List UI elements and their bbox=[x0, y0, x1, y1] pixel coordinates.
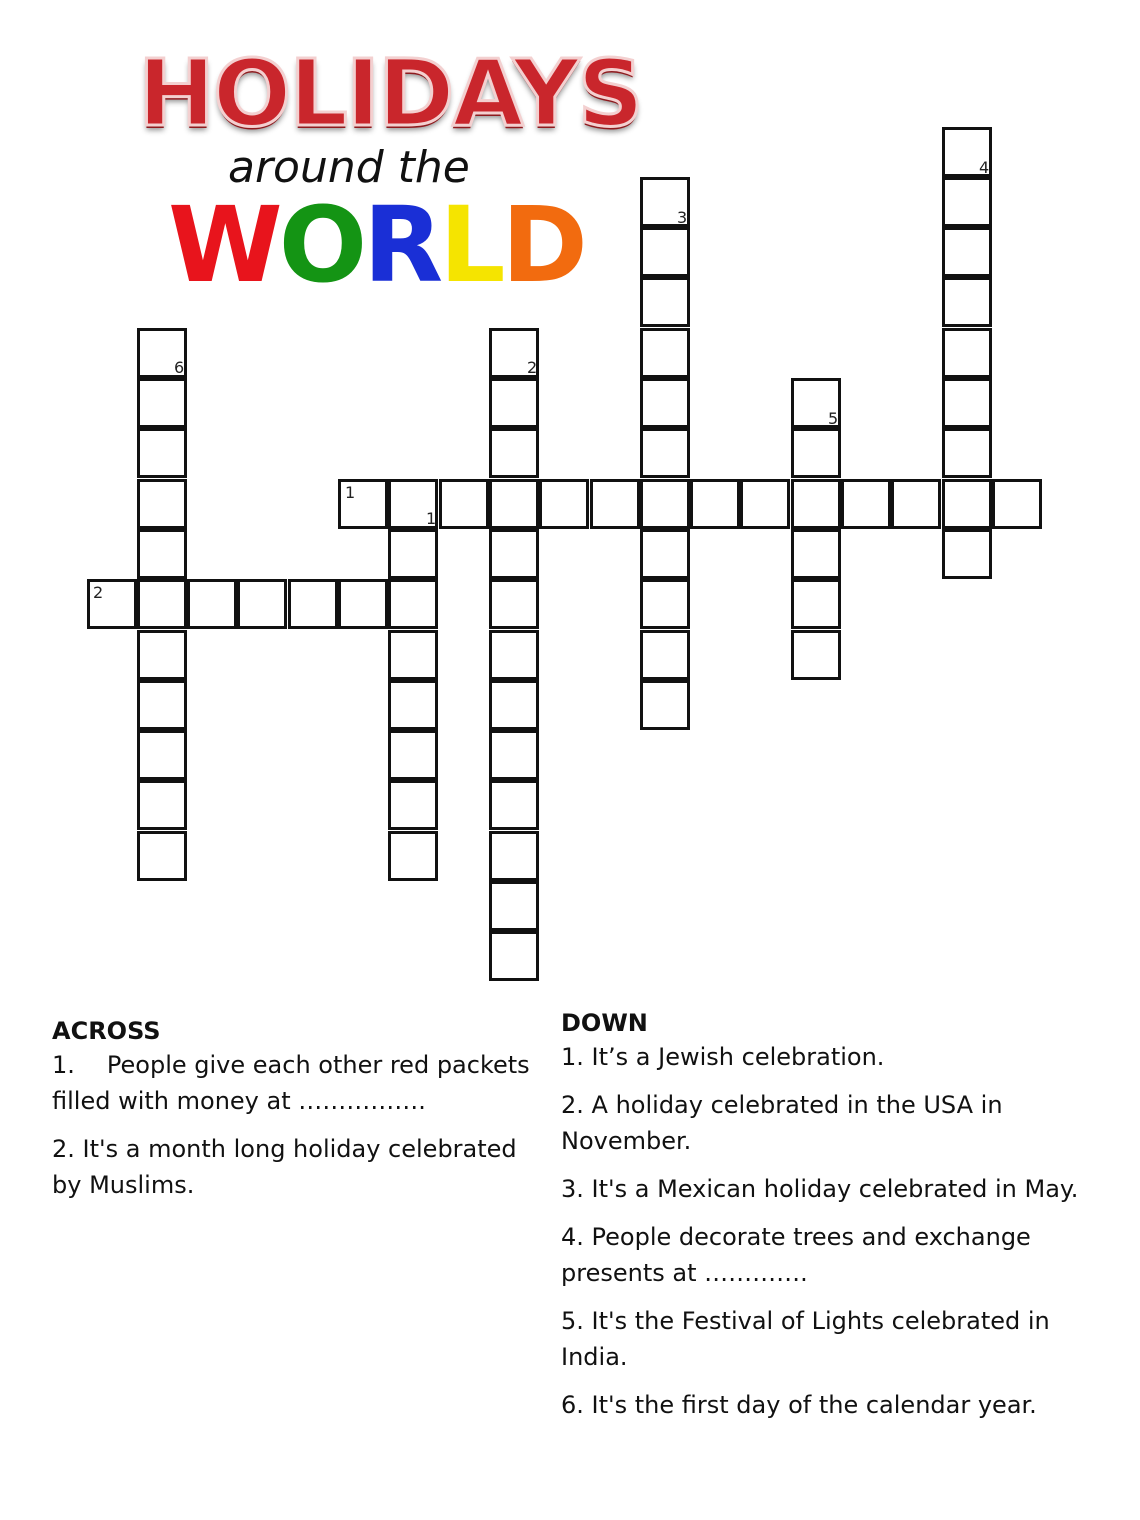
down-clue-2-number: 2. bbox=[561, 1091, 584, 1119]
grid-cell[interactable] bbox=[137, 831, 187, 881]
grid-cell[interactable] bbox=[489, 529, 539, 579]
across-clues bbox=[52, 1015, 542, 1215]
grid-cell[interactable] bbox=[137, 428, 187, 478]
grid-cell[interactable] bbox=[137, 780, 187, 830]
grid-cell[interactable] bbox=[439, 479, 489, 529]
down-clue-3-text: It's a Mexican holiday celebrated in May. bbox=[591, 1175, 1079, 1203]
title-world-letter-d: D bbox=[501, 184, 584, 306]
grid-cell[interactable] bbox=[489, 428, 539, 478]
grid-cell[interactable] bbox=[137, 630, 187, 680]
grid-cell[interactable] bbox=[942, 177, 992, 227]
grid-cell[interactable] bbox=[489, 680, 539, 730]
grid-cell[interactable] bbox=[388, 529, 438, 579]
clue-number-across-1: 1 bbox=[345, 483, 356, 502]
down-clue-2 bbox=[561, 1087, 1091, 1159]
grid-cell[interactable] bbox=[791, 579, 841, 629]
grid-cell[interactable] bbox=[640, 378, 690, 428]
grid-cell[interactable] bbox=[388, 630, 438, 680]
grid-cell[interactable] bbox=[288, 579, 338, 629]
down-clue-3 bbox=[561, 1171, 1091, 1207]
grid-cell[interactable] bbox=[137, 680, 187, 730]
down-clue-1 bbox=[561, 1039, 1091, 1075]
grid-cell[interactable] bbox=[388, 831, 438, 881]
grid-cell[interactable] bbox=[942, 428, 992, 478]
grid-cell[interactable] bbox=[942, 277, 992, 327]
down-clues bbox=[561, 1007, 1091, 1435]
clue-number-down-4: 4 bbox=[979, 158, 990, 177]
title-world-letter-w: W bbox=[168, 184, 279, 306]
grid-cell[interactable] bbox=[640, 680, 690, 730]
across-clue-2-number: 2. bbox=[52, 1135, 75, 1163]
clue-number-across-2: 2 bbox=[93, 583, 104, 602]
grid-cell[interactable] bbox=[187, 579, 237, 629]
grid-cell[interactable] bbox=[388, 579, 438, 629]
down-clue-6-text: It's the first day of the calendar year. bbox=[591, 1391, 1037, 1419]
grid-cell[interactable] bbox=[489, 479, 539, 529]
grid-cell[interactable] bbox=[791, 529, 841, 579]
grid-cell[interactable] bbox=[489, 730, 539, 780]
grid-cell[interactable] bbox=[992, 479, 1042, 529]
clue-number-down-5: 5 bbox=[828, 409, 839, 428]
grid-cell[interactable] bbox=[489, 931, 539, 981]
grid-cell[interactable] bbox=[137, 479, 187, 529]
grid-cell[interactable] bbox=[489, 831, 539, 881]
grid-cell[interactable] bbox=[640, 529, 690, 579]
grid-cell[interactable] bbox=[489, 630, 539, 680]
grid-cell[interactable] bbox=[891, 479, 941, 529]
down-clue-5-text: It's the Festival of Lights celebrated in India. bbox=[561, 1307, 1050, 1371]
down-clue-5-number: 5. bbox=[561, 1307, 584, 1335]
across-clue-1-text: People give each other red packets filled with money at ……………. bbox=[52, 1051, 530, 1115]
down-clue-1-number: 1. bbox=[561, 1043, 584, 1071]
grid-cell[interactable] bbox=[388, 680, 438, 730]
grid-cell[interactable] bbox=[137, 579, 187, 629]
down-clue-2-text: A holiday celebrated in the USA in November. bbox=[561, 1091, 1003, 1155]
grid-cell[interactable] bbox=[489, 780, 539, 830]
title-holidays: HOLIDAYS bbox=[138, 40, 642, 147]
grid-cell[interactable] bbox=[942, 479, 992, 529]
grid-cell[interactable] bbox=[489, 579, 539, 629]
title-world-letter-l: L bbox=[439, 184, 502, 306]
across-clue-1-number: 1. bbox=[52, 1051, 75, 1079]
grid-cell[interactable] bbox=[791, 428, 841, 478]
clue-number-down-2: 2 bbox=[527, 358, 538, 377]
grid-cell[interactable] bbox=[640, 277, 690, 327]
grid-cell[interactable] bbox=[237, 579, 287, 629]
grid-cell[interactable] bbox=[740, 479, 790, 529]
down-clue-4 bbox=[561, 1219, 1091, 1291]
across-clue-2-text: It's a month long holiday celebrated by Muslims. bbox=[52, 1135, 517, 1199]
across-clue-2 bbox=[52, 1131, 542, 1203]
grid-cell[interactable] bbox=[640, 579, 690, 629]
grid-cell[interactable] bbox=[137, 730, 187, 780]
across-clue-1 bbox=[52, 1047, 542, 1119]
grid-cell[interactable] bbox=[388, 780, 438, 830]
grid-cell[interactable] bbox=[791, 479, 841, 529]
title-around-the: around the bbox=[228, 142, 470, 193]
grid-cell[interactable] bbox=[640, 428, 690, 478]
clue-number-down-1: 1 bbox=[426, 509, 437, 528]
grid-cell[interactable] bbox=[942, 529, 992, 579]
down-clue-6-number: 6. bbox=[561, 1391, 584, 1419]
across-heading: ACROSS bbox=[52, 1017, 161, 1045]
grid-cell[interactable] bbox=[388, 730, 438, 780]
down-clue-5 bbox=[561, 1303, 1091, 1375]
down-clue-4-text: People decorate trees and exchange presents at …………. bbox=[561, 1223, 1031, 1287]
grid-cell[interactable] bbox=[640, 328, 690, 378]
down-heading: DOWN bbox=[561, 1009, 648, 1037]
clue-number-down-6: 6 bbox=[174, 358, 185, 377]
grid-cell[interactable] bbox=[841, 479, 891, 529]
grid-cell[interactable] bbox=[137, 378, 187, 428]
grid-cell[interactable] bbox=[942, 328, 992, 378]
grid-cell[interactable] bbox=[942, 378, 992, 428]
grid-cell[interactable] bbox=[942, 227, 992, 277]
grid-cell[interactable] bbox=[640, 479, 690, 529]
down-clue-4-number: 4. bbox=[561, 1223, 584, 1251]
title-world-letter-o: O bbox=[278, 184, 364, 306]
title-world-letter-r: R bbox=[363, 184, 440, 306]
grid-cell[interactable] bbox=[590, 479, 640, 529]
down-clue-1-text: It’s a Jewish celebration. bbox=[591, 1043, 885, 1071]
grid-cell[interactable] bbox=[640, 630, 690, 680]
grid-cell[interactable] bbox=[489, 881, 539, 931]
clue-number-down-3: 3 bbox=[677, 208, 688, 227]
down-clue-6 bbox=[561, 1387, 1091, 1423]
grid-cell[interactable] bbox=[539, 479, 589, 529]
grid-cell[interactable] bbox=[137, 529, 187, 579]
grid-cell[interactable] bbox=[338, 579, 388, 629]
grid-cell[interactable] bbox=[640, 227, 690, 277]
grid-cell[interactable] bbox=[690, 479, 740, 529]
grid-cell[interactable] bbox=[791, 630, 841, 680]
down-clue-3-number: 3. bbox=[561, 1175, 584, 1203]
grid-cell[interactable] bbox=[489, 378, 539, 428]
